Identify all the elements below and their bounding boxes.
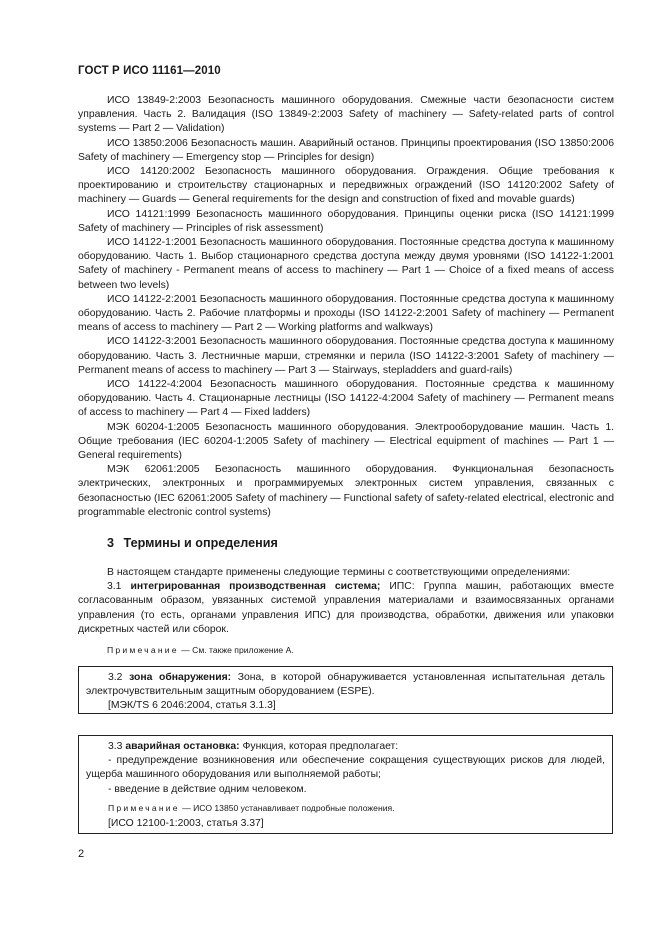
reference-item: МЭК 60204-1:2005 Безопасность машинного оборудования. Электрооборудование машин. Часть 1. Общие требования (IEC 60204-1:2005 Safety of machinery — Electrical equipment of machines — Part 1 — General requirements) bbox=[78, 421, 614, 462]
section-heading bbox=[107, 536, 278, 550]
term-box-3-3 bbox=[78, 735, 613, 834]
term-text: Зона, в которой обнаруживается установленная испытательная деталь электрочувствительным защитным оборудованием (ESPE). bbox=[86, 672, 605, 698]
term-definition-3-3 bbox=[86, 740, 605, 754]
term-name: аварийная остановка: bbox=[125, 741, 240, 752]
term-bullet: - введение в действие одним человеком. bbox=[108, 783, 307, 795]
note-3-3 bbox=[86, 802, 605, 814]
note-label: Примечание bbox=[107, 645, 179, 655]
term-bullet: - предупреждение возникновения или обеспечение сокращения существующих рисков для людей, ущерба машинного оборудования или выполняемой работы; bbox=[86, 755, 605, 781]
note-label: Примечание bbox=[108, 802, 180, 813]
page-number: 2 bbox=[78, 848, 85, 860]
note-text: — ИСО 13850 устанавливает подробные положения. bbox=[179, 802, 395, 813]
reference-item: ИСО 14122-3:2001 Безопасность машинного оборудования. Постоянные средства доступа к машинному оборудованию. Часть 3. Лестничные марши, стремянки и перила (ISO 14122-3:2001 Safety of machinery — Permanent means of access to machinery — Part 3 — Stairways, stepladders and guard-rails) bbox=[78, 336, 614, 376]
reference-item: ИСО 13850:2006 Безопасность машин. Аварийный останов. Принципы проектирования (ISO 13850:2006 Safety of machinery — Emergency stop — Principles for design) bbox=[78, 137, 614, 163]
section-number: 3 bbox=[107, 536, 115, 550]
note-3-1 bbox=[107, 644, 607, 656]
reference-item: МЭК 62061:2005 Безопасность машинного оборудования. Функциональная безопасность электрических, электронных и программируемых электронных систем управления, связанных с безопасностью (IEC 62061:2005 Safety of machinery — Functional safety of safety-related electrical, electronic and programmable electronic control systems) bbox=[78, 464, 614, 518]
section-title: Термины и определения bbox=[123, 536, 278, 550]
term-text: ИПС: Группа машин, работающих вместе согласованным образом, увязанных системой управления материалами и взаимосвязанных органами управления (то есть, органами управления ИПС) для производства, обработки, движения или упаковки дискретных частей или сборок. bbox=[78, 581, 614, 635]
reference-item: ИСО 14122-1:2001 Безопасность машинного оборудования. Постоянные средства доступа к машинному оборудованию. Часть 1. Выбор стационарного средства доступа между двумя уровнями (ISO 14122-1:2001 Safety of machinery - Permanent means of access to machinery — Part 1 — Choice of a fixed means of access between two levels) bbox=[78, 237, 614, 291]
term-source-ref: [ИСО 12100-1:2003, статья 3.37] bbox=[108, 817, 264, 829]
reference-item: ИСО 14122-4:2004 Безопасность машинного оборудования. Постоянные средства к машинному оборудованию. Часть 4. Стационарные лестницы (ISO 14122-4:2004 Safety of machinery — Permanent means of access to machinery — Part 4 — Fixed ladders) bbox=[78, 379, 614, 419]
reference-item: ИСО 14122-2:2001 Безопасность машинного оборудования. Постоянные средства доступа к машинному оборудованию. Часть 2. Рабочие платформы и проходы (ISO 14122-2:2001 Safety of machinery — Permanent means of access to machinery — Part 2 — Working platforms and walkways) bbox=[78, 293, 614, 334]
reference-item: ИСО 14121:1999 Безопасность машинного оборудования. Принципы оценки риска (ISO 14121:1999 Safety of machinery — Principles of risk assessment) bbox=[78, 208, 614, 234]
term-number: 3.3 bbox=[108, 741, 123, 752]
term-name: зона обнаружения: bbox=[129, 672, 232, 683]
normative-references-list bbox=[78, 94, 614, 520]
reference-item: ИСО 13849-2:2003 Безопасность машинного оборудования. Смежные части безопасности систем управления. Часть 2. Валидация (ISO 13849-2:2003 Safety of machinery — Safety-related parts of control systems — Part 2 — Validation) bbox=[78, 95, 614, 135]
term-definition-3-1 bbox=[78, 580, 614, 637]
term-text: Функция, которая предполагает: bbox=[239, 741, 399, 752]
reference-item: ИСО 14120:2002 Безопасность машинного оборудования. Ограждения. Общие требования к проектированию и строительству стационарных и передвижных ограждений (ISO 14120:2002 Safety of machinery — Guards — General requirements for the design and construction of fixed and movable guards) bbox=[78, 166, 614, 206]
term-source-ref: [МЭК/TS 6 2046:2004, статья 3.1.3] bbox=[108, 700, 276, 712]
document-header: ГОСТ Р ИСО 11161—2010 bbox=[78, 65, 221, 77]
term-definition-3-2 bbox=[86, 671, 605, 699]
term-box-3-2 bbox=[78, 666, 613, 714]
term-name: интегрированная производственная система; bbox=[130, 581, 381, 593]
note-text: — См. также приложение А. bbox=[178, 645, 294, 655]
intro-text: В настоящем стандарте применены следующие термины с соответствующими определениями: bbox=[107, 567, 571, 578]
terms-intro-block bbox=[78, 566, 614, 637]
term-number: 3.1 bbox=[107, 581, 122, 593]
term-number: 3.2 bbox=[108, 672, 123, 683]
